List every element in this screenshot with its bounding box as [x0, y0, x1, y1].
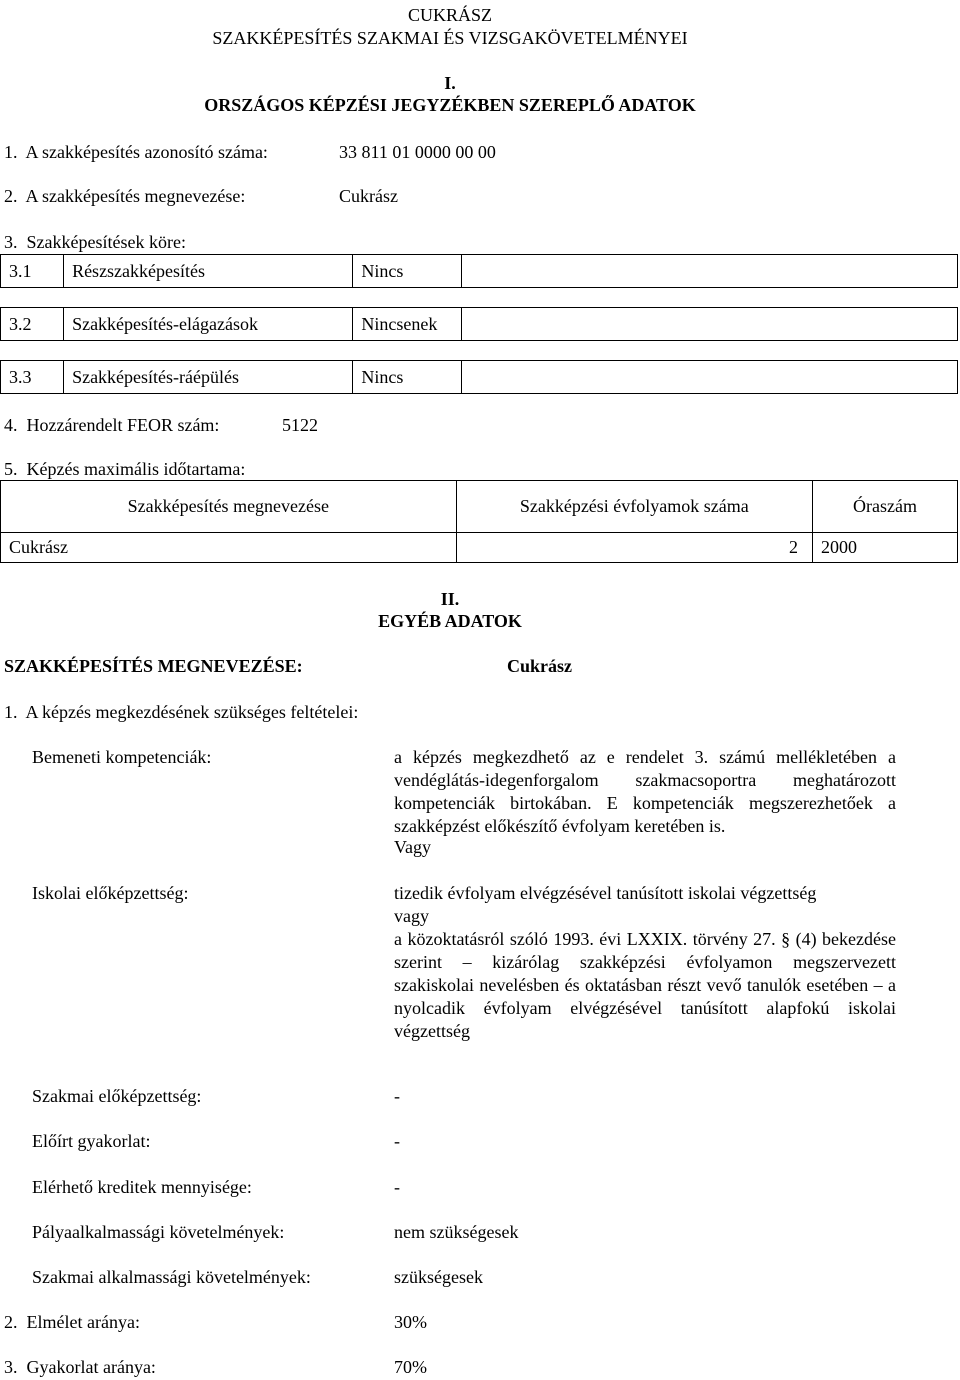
item-3-label: 3. Szakképesítések köre:	[4, 232, 186, 252]
column-header-qualification: Szakképesítés megnevezése	[1, 481, 457, 533]
scope-row	[1, 255, 958, 288]
duration-row	[1, 533, 958, 563]
scope-row	[1, 308, 958, 341]
requirement-value: -	[394, 1086, 400, 1106]
scope-row-value: Nincs	[353, 361, 462, 394]
requirement-label: Elérhető kreditek mennyisége:	[32, 1177, 252, 1197]
theory-ratio-value: 30%	[394, 1312, 427, 1332]
entry-competencies-label: Bemeneti kompetenciák:	[32, 747, 212, 767]
requirement-value: nem szükségesek	[394, 1222, 519, 1242]
school-education-label: Iskolai előképzettség:	[32, 883, 189, 903]
section-1-number: I.	[444, 73, 456, 93]
scope-row	[1, 361, 958, 394]
item-5-label: 5. Képzés maximális időtartama:	[4, 459, 246, 479]
requirement-label: Szakmai alkalmassági követelmények:	[32, 1267, 311, 1287]
scope-row-empty	[462, 361, 958, 394]
column-header-hours: Óraszám	[813, 481, 958, 533]
duration-header-row	[1, 481, 958, 533]
requirement-value: -	[394, 1177, 400, 1197]
requirement-value: szükségesek	[394, 1267, 483, 1287]
section-2-number: II.	[440, 589, 460, 609]
cell-years: 2	[456, 533, 812, 563]
scope-row-empty	[462, 255, 958, 288]
scope-row-number: 3.1	[1, 255, 64, 288]
item-2-label: 2. A szakképesítés megnevezése:	[4, 186, 246, 206]
requirement-label: Előírt gyakorlat:	[32, 1131, 151, 1151]
school-education-or: vagy	[394, 906, 429, 926]
school-education-text: a közoktatásról szóló 1993. évi LXXIX. törvény 27. § (4) bekezdése szerint – kizárólag szakképzési évfolyamon megszervezett szakiskolai nevelésben és oktatásban részt vevő tanulók esetében – a nyolcadik évfolyam elvégzésével tanúsított alapfokú iskolai végzettség	[394, 929, 896, 1041]
practice-ratio-label: 3. Gyakorlat aránya:	[4, 1357, 156, 1377]
requirement-label: Pályaalkalmassági követelmények:	[32, 1222, 285, 1242]
requirement-value: -	[394, 1131, 400, 1151]
spacer	[1, 288, 958, 308]
section-2-title: EGYÉB ADATOK	[378, 611, 522, 631]
scope-table	[0, 254, 958, 394]
section-1-title: ORSZÁGOS KÉPZÉSI JEGYZÉKBEN SZEREPLŐ ADATOK	[204, 95, 696, 115]
scope-row-label: Szakképesítés-elágazások	[64, 308, 353, 341]
column-header-years: Szakképzési évfolyamok száma	[456, 481, 812, 533]
qualification-name-value: Cukrász	[507, 656, 573, 676]
scope-row-value: Nincs	[353, 255, 462, 288]
doc-title: CUKRÁSZ	[407, 5, 492, 25]
scope-row-label: Részszakképesítés	[64, 255, 353, 288]
scope-row-number: 3.3	[1, 361, 64, 394]
spacer	[1, 341, 958, 361]
scope-row-empty	[462, 308, 958, 341]
item-2-value: Cukrász	[339, 186, 398, 206]
item-4-label: 4. Hozzárendelt FEOR szám:	[4, 415, 220, 435]
item-4-value: 5122	[282, 415, 318, 435]
scope-row-value: Nincsenek	[353, 308, 462, 341]
qualification-name-label: SZAKKÉPESÍTÉS MEGNEVEZÉSE:	[4, 656, 303, 676]
doc-subtitle: SZAKKÉPESÍTÉS SZAKMAI ÉS VIZSGAKÖVETELMÉNYEI	[212, 28, 688, 48]
cell-qualification: Cukrász	[1, 533, 457, 563]
scope-row-label: Szakképesítés-ráépülés	[64, 361, 353, 394]
theory-ratio-label: 2. Elmélet aránya:	[4, 1312, 140, 1332]
item-1-label: 1. A szakképesítés azonosító száma:	[4, 142, 268, 162]
scope-row-number: 3.2	[1, 308, 64, 341]
requirement-label: Szakmai előképzettség:	[32, 1086, 202, 1106]
school-education-line1: tizedik évfolyam elvégzésével tanúsított iskolai végzettség	[394, 883, 817, 903]
practice-ratio-value: 70%	[394, 1357, 427, 1377]
entry-competencies-or: Vagy	[394, 837, 431, 857]
duration-table	[0, 480, 958, 563]
item-1-value: 33 811 01 0000 00 00	[339, 142, 496, 162]
entry-competencies-text: a képzés megkezdhető az e rendelet 3. számú mellékletében a vendéglátás-idegenforgalom szakmacsoportra meghatározott kompetenciák birtokában. E kompetenciák megszerezhetőek a szakképzést előkészítő évfolyam keretében is.	[394, 747, 896, 836]
ii-item-1-label: 1. A képzés megkezdésének szükséges feltételei:	[4, 702, 359, 722]
cell-hours: 2000	[813, 533, 958, 563]
